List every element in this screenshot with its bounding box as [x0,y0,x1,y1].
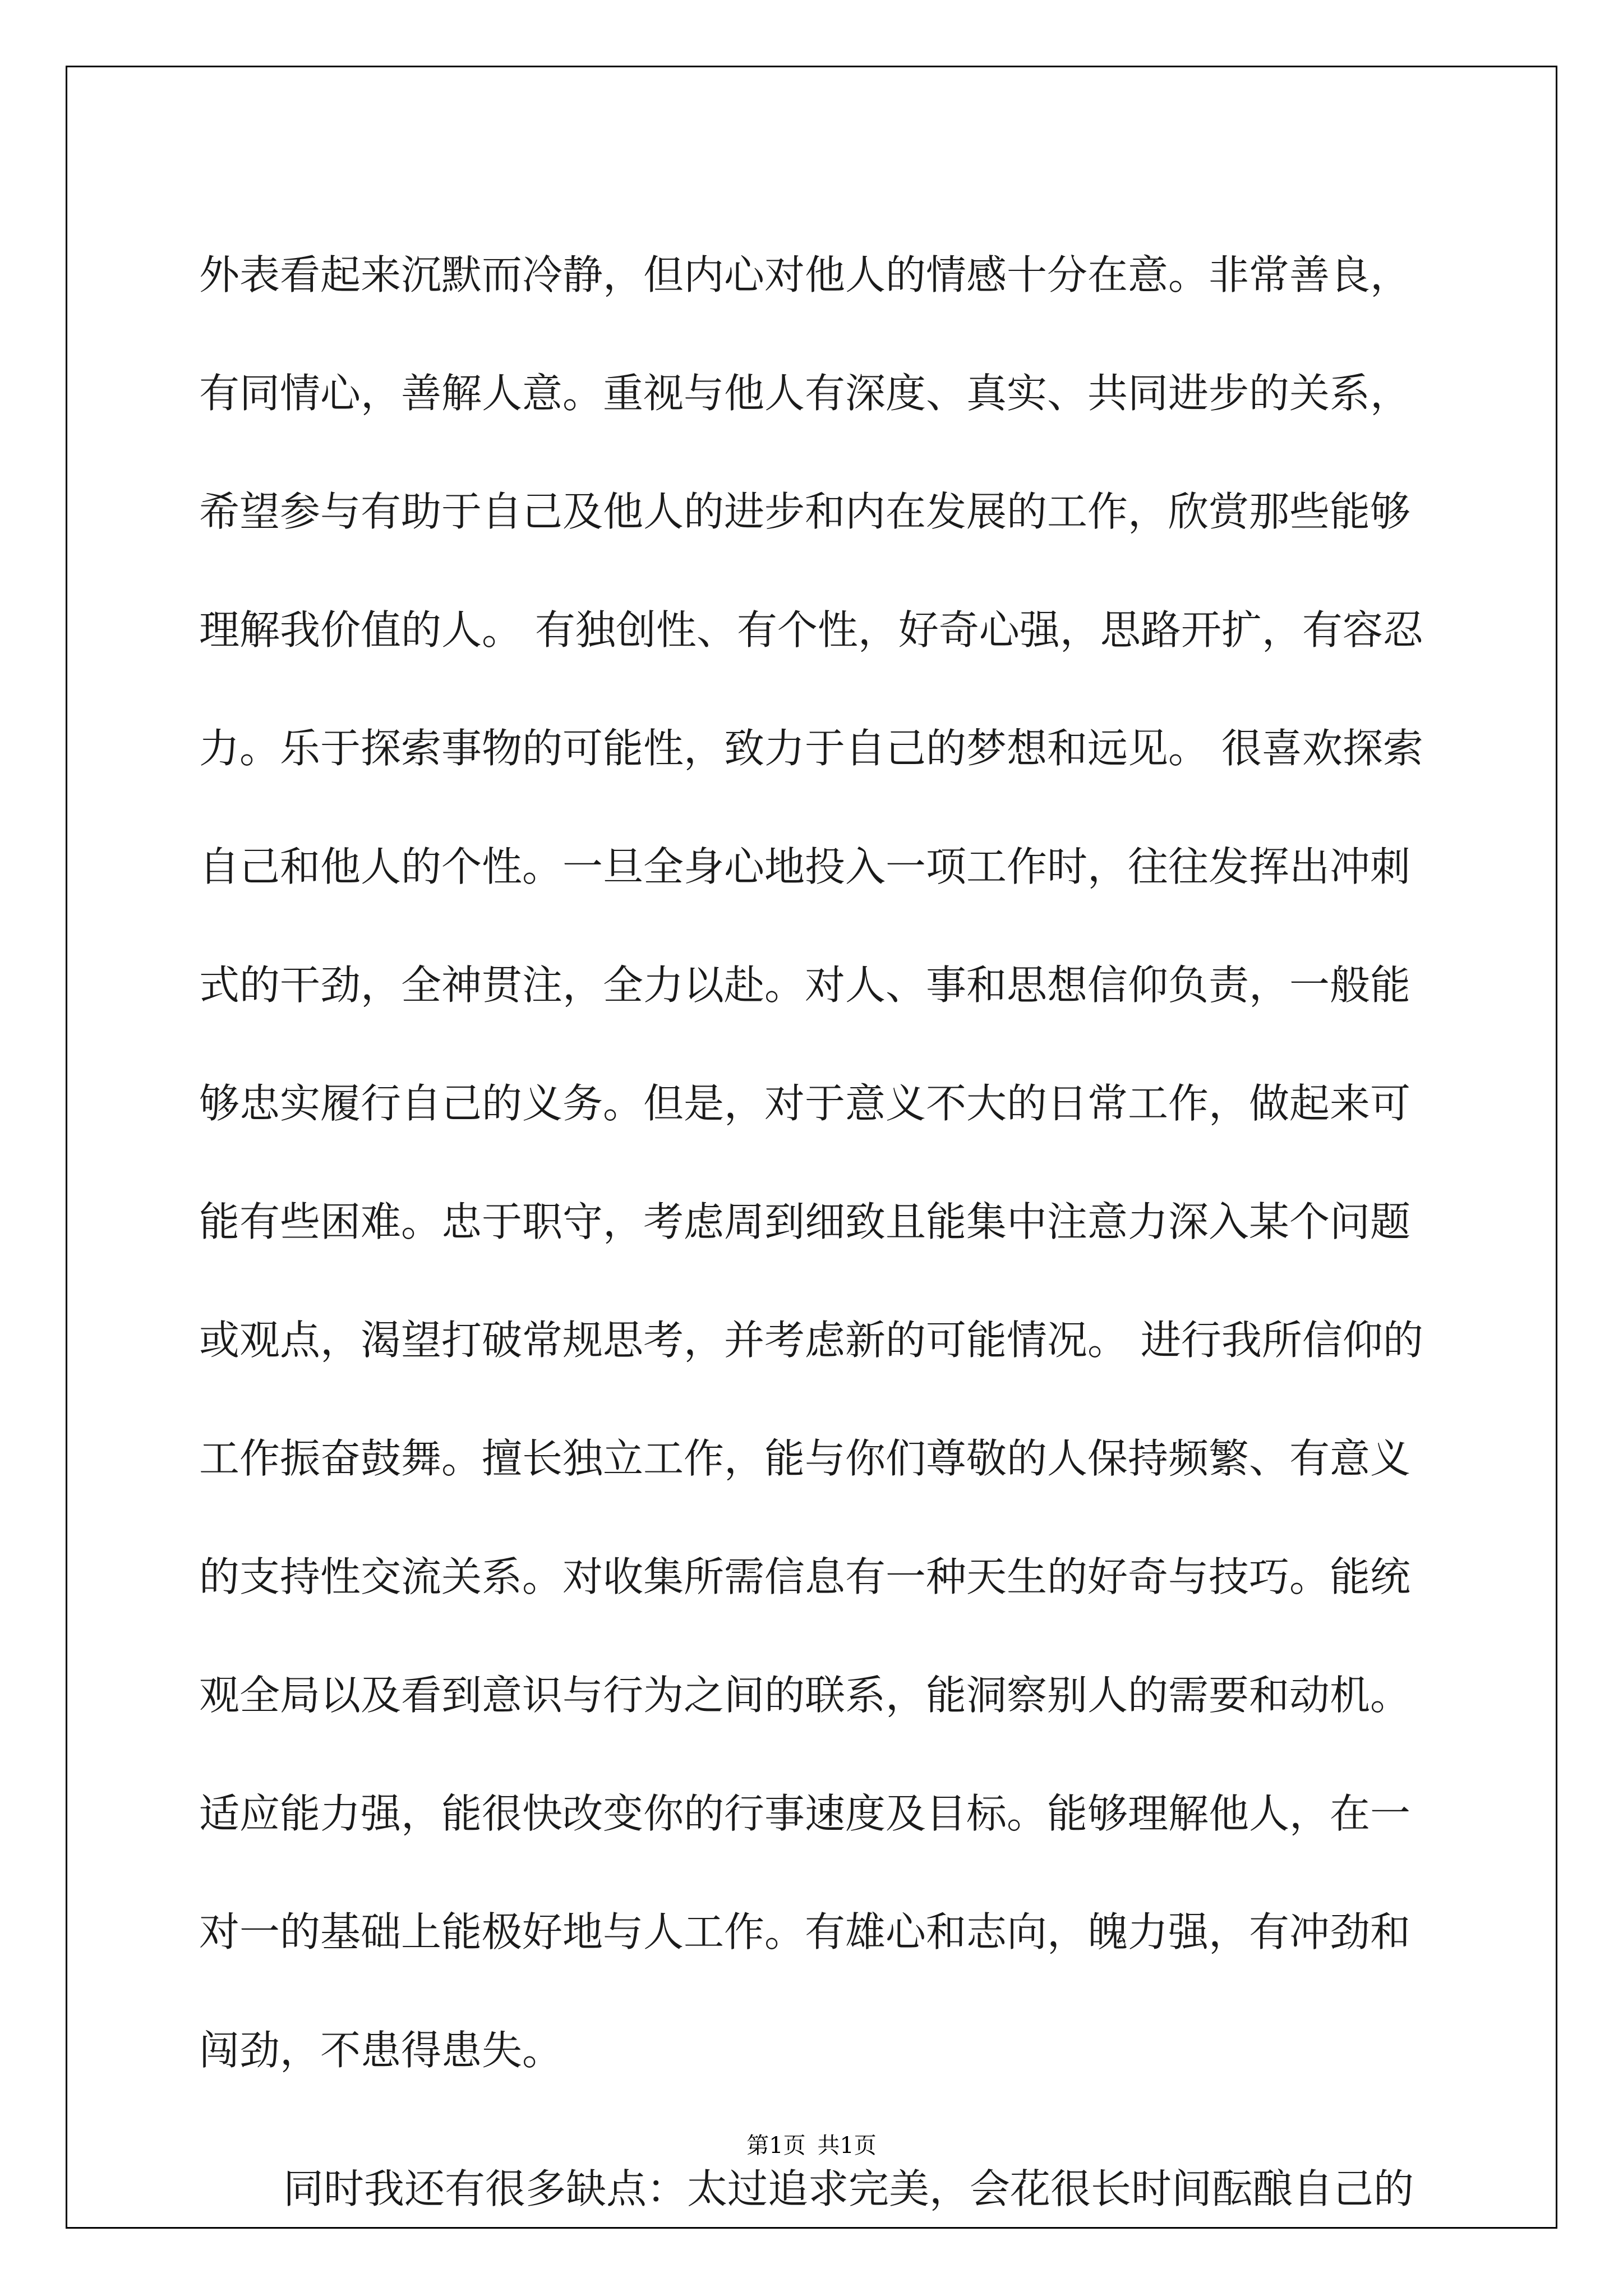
page-number-footer: 第1页 共1页 [746,2133,877,2159]
paragraph-line: 观全局以及看到意识与行为之间的联系，能洞察别人的需要和动机。 [199,1672,1411,1719]
paragraph-line: 工作振奋鼓舞。擅长独立工作，能与你们尊敬的人保持频繁、有意义 [199,1435,1411,1482]
paragraph-line: 能有些困难。忠于职守，考虑周到细致且能集中注意力深入某个问题 [199,1198,1411,1245]
paragraph-gap [199,2110,1427,2130]
paragraph-line: 式的干劲，全神贯注，全力以赴。对人、事和思想信仰负责，一般能 [199,961,1411,1009]
paragraph-line: 闯劲，不患得患失。 [199,2027,563,2074]
paragraph-line: 的支持性交流关系。对收集所需信息有一种天生的好奇与技巧。能统 [199,1553,1411,1600]
paragraph-2-first-line: 同时我还有很多缺点：太过追求完美，会花很长时间酝酿自己的 [283,2165,1414,2212]
paragraph-line: 对一的基础上能极好地与人工作。有雄心和志向，魄力强，有冲劲和 [199,1908,1411,1955]
paragraph-line: 外表看起来沉默而冷静，但内心对他人的情感十分在意。非常善良， [199,251,1411,298]
paragraph-line: 适应能力强，能很快改变你的行事速度及目标。能够理解他人，在一 [199,1790,1411,1837]
paragraph-line: 希望参与有助于自己及他人的进步和内在发展的工作，欣赏那些能够 [199,488,1411,535]
paragraph-line: 理解我价值的人。 有独创性、有个性，好奇心强，思路开扩，有容忍 [199,606,1423,654]
paragraph-line: 力。乐于探索事物的可能性，致力于自己的梦想和远见。 很喜欢探索 [199,725,1423,772]
document-body [199,216,1427,2248]
paragraph-line: 够忠实履行自己的义务。但是，对于意义不大的日常工作，做起来可 [199,1080,1411,1127]
paragraph-line: 自己和他人的个性。一旦全身心地投入一项工作时，往往发挥出冲刺 [199,843,1411,890]
paragraph-line: 或观点，渴望打破常规思考，并考虑新的可能情况。 进行我所信仰的 [199,1317,1423,1364]
paragraph-line: 有同情心，善解人意。重视与他人有深度、真实、共同进步的关系， [199,370,1411,417]
